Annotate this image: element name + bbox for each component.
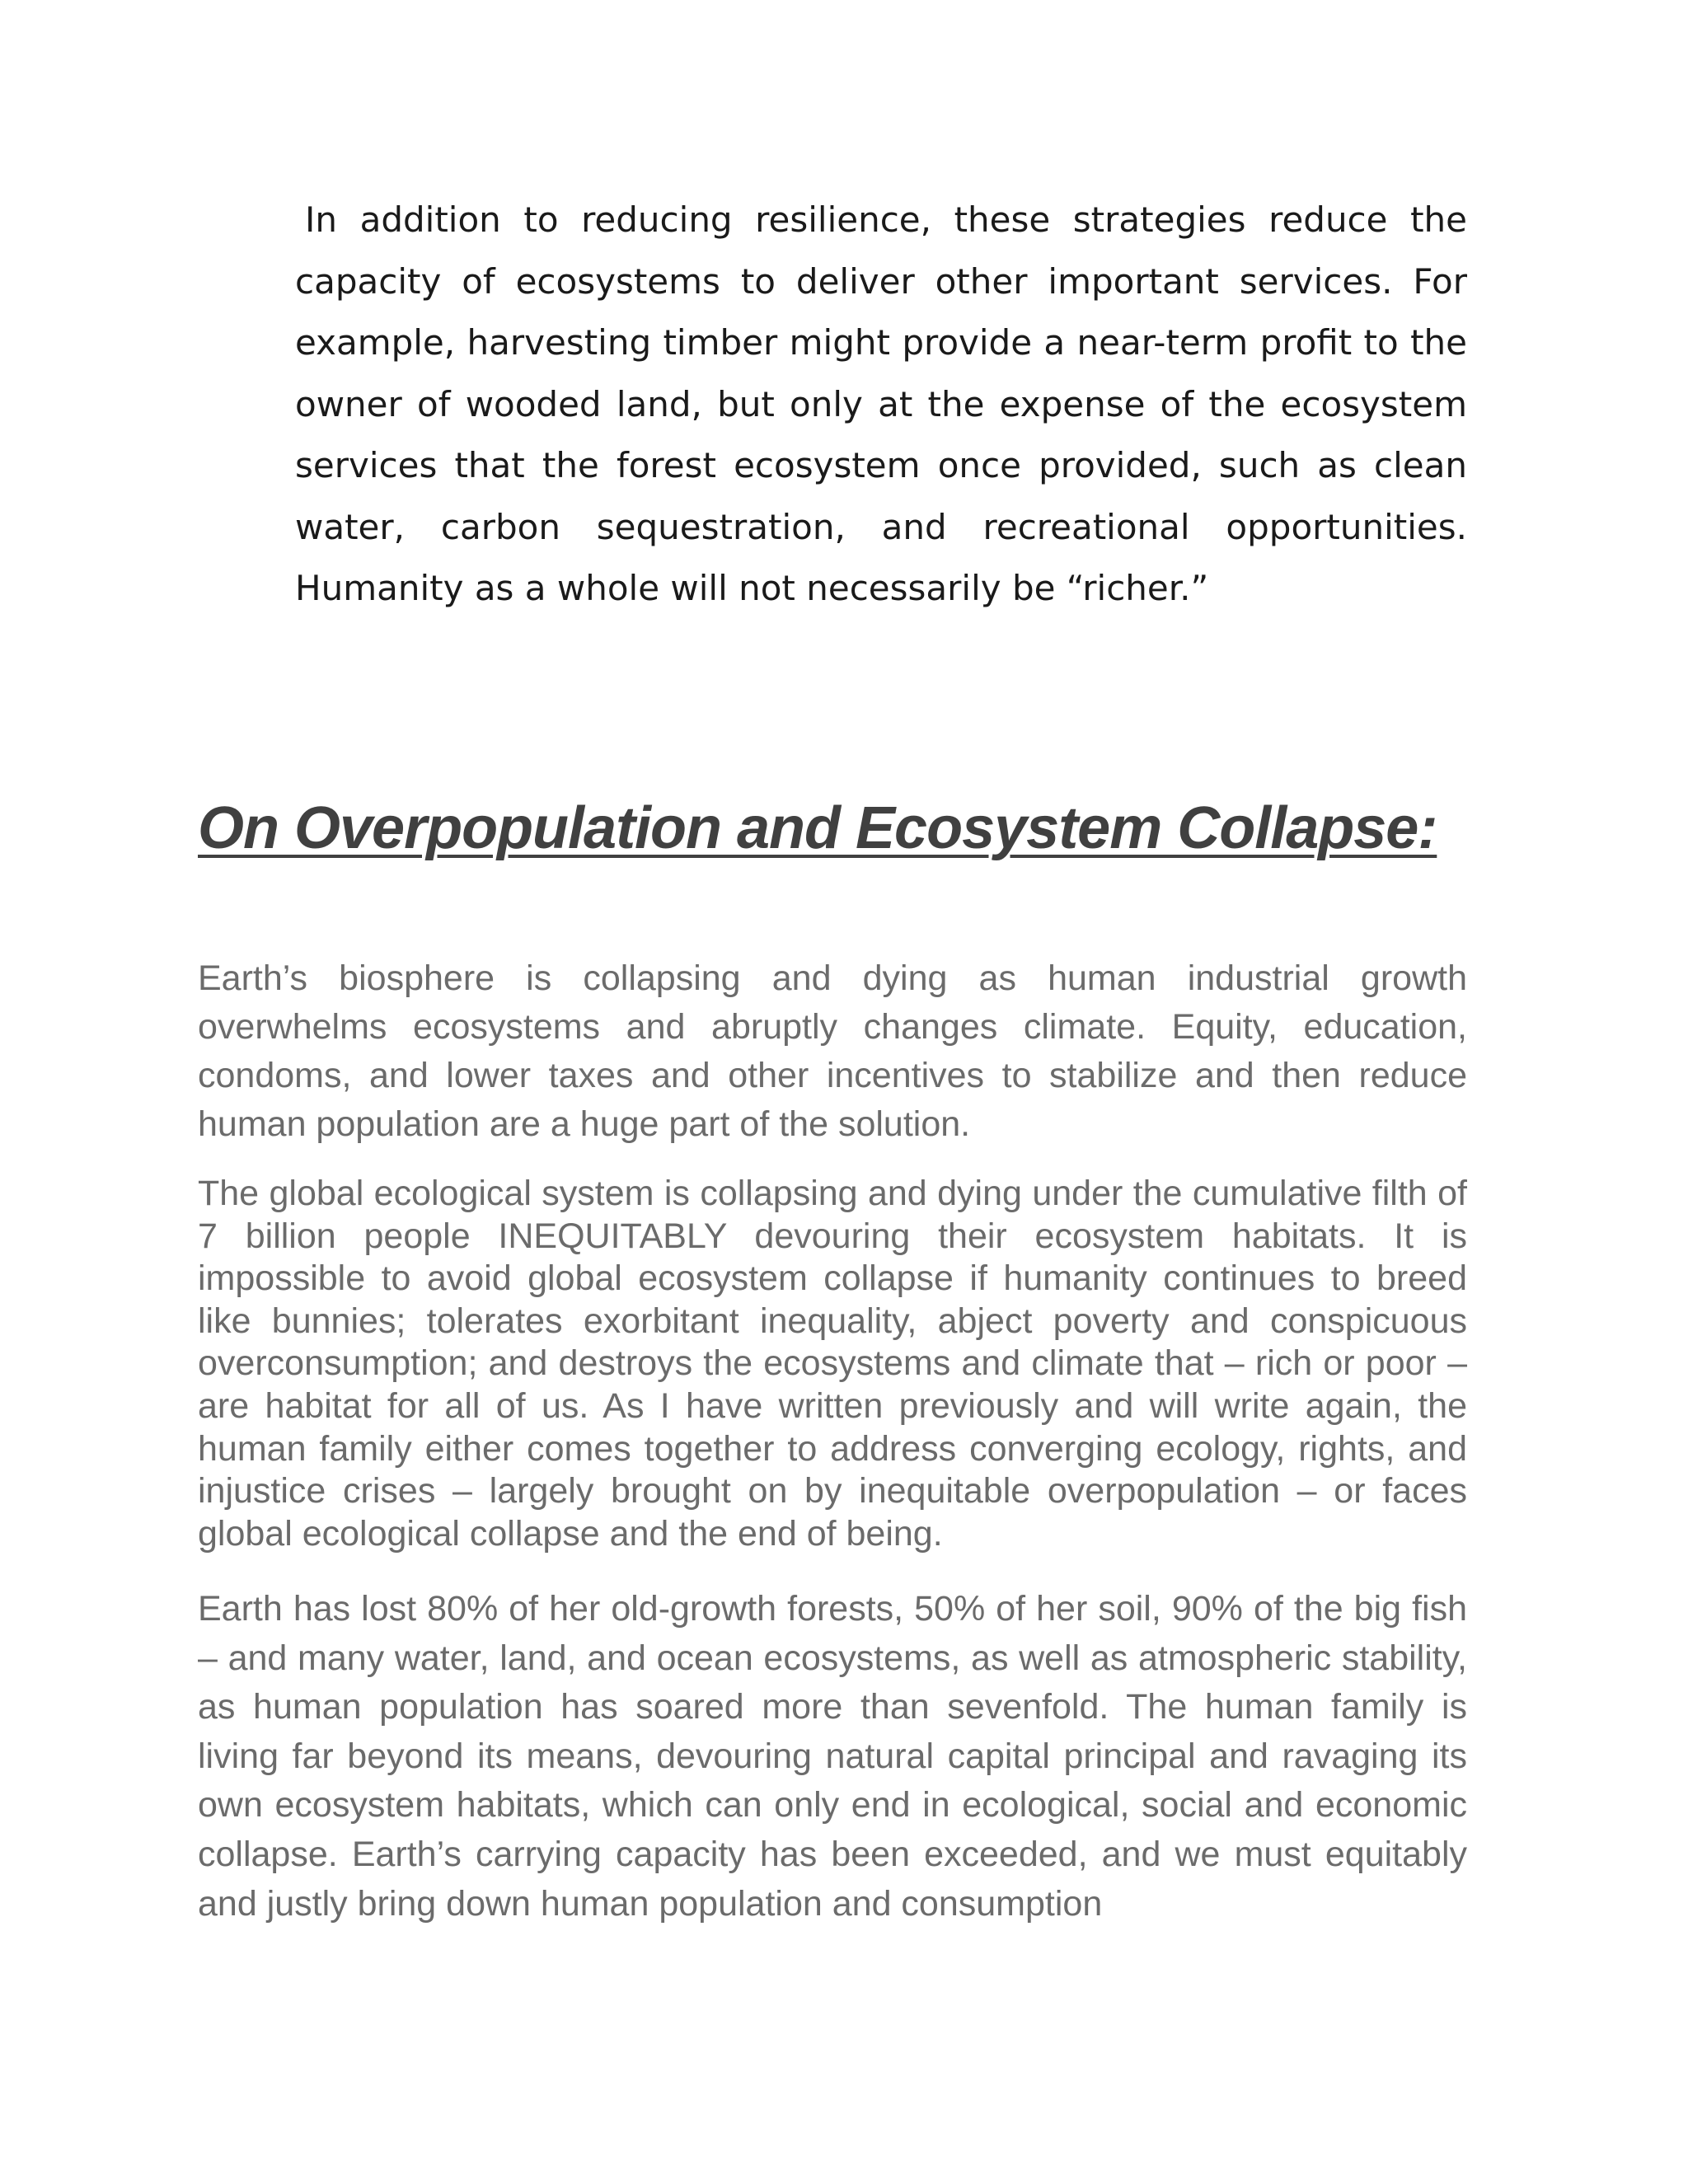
body-paragraph-3: Earth has lost 80% of her old-growth forests, 50% of her soil, 90% of the big fish – and many water, land, and ocean ecosystems, as well as atmospheric stability, as human population has soared more than sevenfold. The human family is living far beyond its means, devouring natural capital principal and ravaging its own ecosystem habitats, which can only end in ecological, social and economic collapse. Earth’s carrying capacity has been exceeded, and we must equitably and justly bring down human population and consumption [198,1589,1467,1924]
intro-paragraph: In addition to reducing resilience, these strategies reduce the capacity of ecosystems to deliver other important services. For example, harvesting timber might provide a near-term profit to the owner of wooded land, but only at the expense of the ecosystem services that the forest ecosystem once provided, such as clean water, carbon sequestration, and recreational opportunities. Humanity as a whole will not necessarily be “richer.” [295,199,1467,608]
body-paragraph-1: Earth’s biosphere is collapsing and dying as human industrial growth overwhelms ecosystems and abruptly changes climate. Equity, education, condoms, and lower taxes and other incentives to stabilize and then reduce human population are a huge part of the solution. [198,958,1467,1144]
section-heading: On Overpopulation and Ecosystem Collapse: [198,795,1437,861]
body-paragraph-2: The global ecological system is collapsing and dying under the cumulative filth of 7 billion people INEQUITABLY devouring their ecosystem habitats. It is impossible to avoid global ecosystem collapse if humanity continues to breed like bunnies; tolerates exorbitant inequality, abject poverty and conspicuous overconsumption; and destroys the ecosystems and climate that – rich or poor – are habitat for all of us. As I have written previously and will write again, the human family either comes together to address converging ecology, rights, and injustice crises – largely brought on by inequitable overpopulation – or faces global ecological collapse and the end of being. [198,1174,1467,1554]
